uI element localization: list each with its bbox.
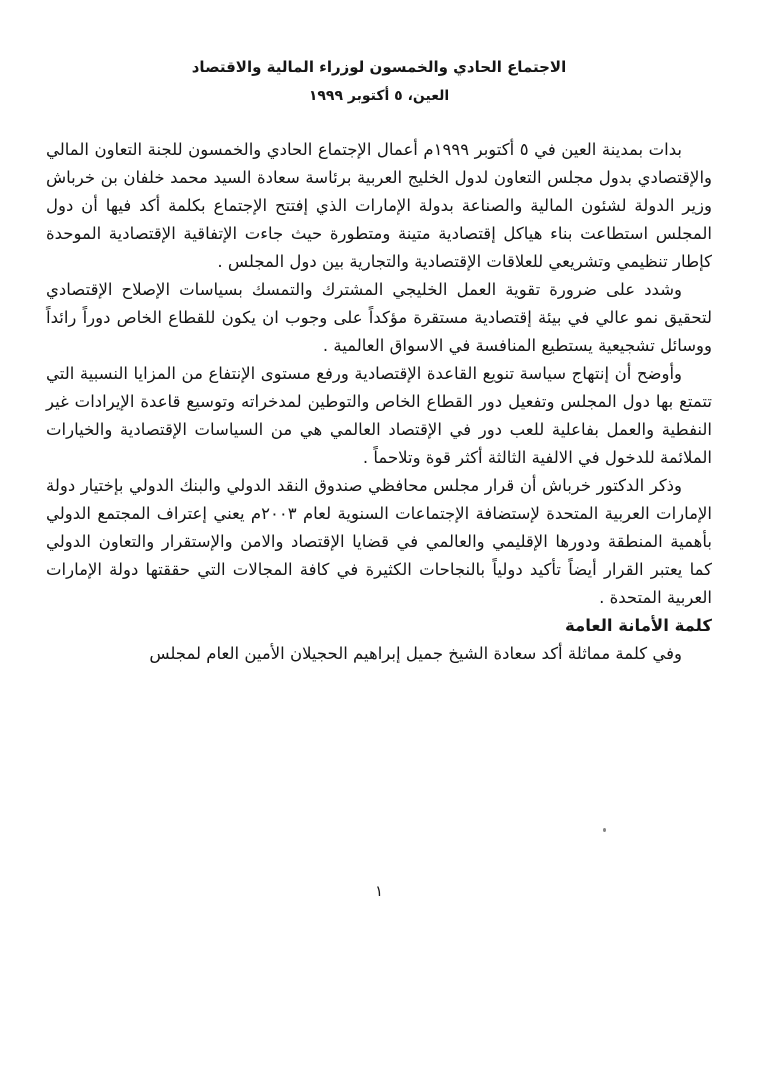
closing-paragraph: وفي كلمة مماثلة أكد سعادة الشيخ جميل إبراهيم الحجيلان الأمين العام لمجلس (149, 644, 682, 663)
page-number: ١ (374, 882, 384, 900)
document-header (0, 0, 758, 104)
paragraph-4: وذكر الدكتور خرباش أن قرار مجلس محافظي صندوق النقد الدولي والبنك الدولي بإختيار دولة الإمارات العربية المتحدة لإستضافة الإجتماعات السنوية لعام ٢٠٠٣م يعني إعتراف المجتمع الدولي بأهمية المنطقة ودورها الإقليمي والعالمي في قضايا الإقتصاد والامن والإستقرار والتعاون الدولي كما يعتبر القرار أيضاً تأكيد دولياً بالنجاحات الكثيرة في كافة المجالات التي حققتها دولة الإمارات العربية المتحدة . (46, 476, 712, 607)
paragraph-3: وأوضح أن إنتهاج سياسة تنويع القاعدة الإقتصادية ورفع مستوى الإنتفاع من المزايا النسبية التي تتمتع بها دول المجلس وتفعيل دور القطاع الخاص والتوطين لمدخراته وتوسيع قاعدة الإيرادات غير النفطية والعمل بفاعلية للعب دور في الإقتصاد العالمي هي من السياسات الإقتصادية والخيارات الملائمة للدخول في الالفية الثالثة أكثر قوة وتلاحماً . (46, 364, 712, 467)
section-heading: كلمة الأمانة العامة (564, 616, 712, 635)
paragraph-1: بدات بمدينة العين في ٥ أكتوبر ١٩٩٩م أعمال الإجتماع الحادي والخمسون للجنة التعاون المالي والإقتصادي بدول مجلس التعاون لدول الخليج العربية برئاسة سعادة السيد محمد خلفان بن خرباش وزير الدولة لشئون المالية والصناعة بدولة الإمارات الذي إفتتح الإجتماع بكلمة أكد فيها أن دول المجلس استطاعت بناء هياكل إقتصادية متينة ومتطورة حيث جاءت الإتفاقية الإقتصادية الموحدة كإطار تنظيمي وتشريعي للعلاقات الإقتصادية والتجارية بين دول المجلس . (46, 140, 712, 271)
paragraph-2: وشدد على ضرورة تقوية العمل الخليجي المشترك والتمسك بسياسات الإصلاح الإقتصادي لتحقيق نمو عالي في بيئة إقتصادية مستقرة مؤكداً على وجوب ان يكون للقطاع الخاص دوراً رائداً ووسائل تشجيعية يستطيع المنافسة في الاسواق العالمية . (46, 280, 712, 355)
scan-artifact-dot (603, 828, 606, 832)
document-body (46, 136, 712, 668)
document-title-line-1: الاجتماع الحادي والخمسون لوزراء المالية والاقتصاد (191, 58, 567, 76)
document-title-line-2: العين، ٥ أكتوبر ١٩٩٩ (308, 88, 450, 104)
